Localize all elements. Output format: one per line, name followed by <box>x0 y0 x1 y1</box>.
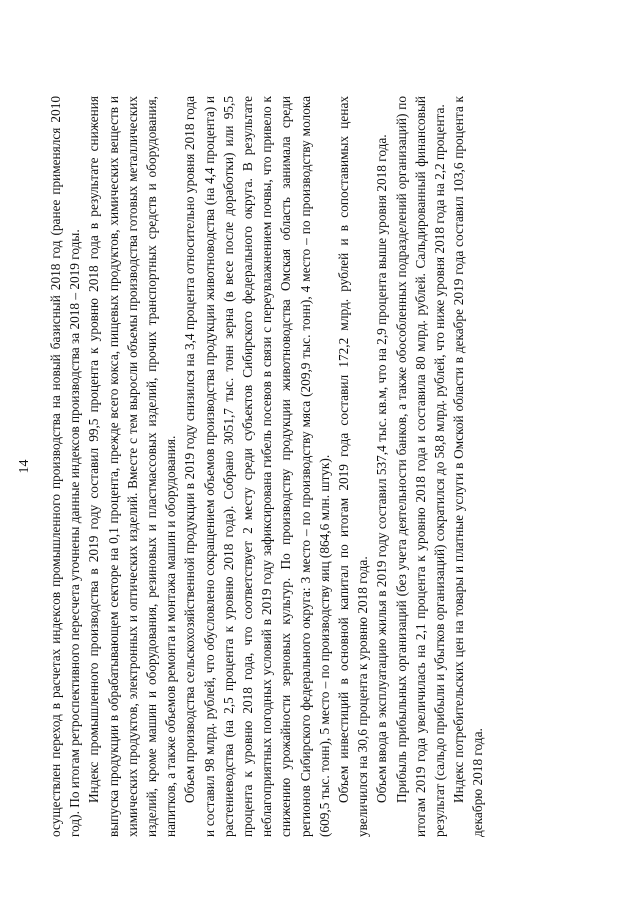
paragraph: Индекс потребительских цен на товары и платные услуги в Омской области в декабре 2019 года составил 103,6 процента к декабрю 2018 года. <box>451 96 486 837</box>
paragraph: Объем инвестиций в основной капитал по итогам 2019 года составил 172,2 млрд. рублей и в сопоставимых ценах увеличился на 30,6 процента к уровню 2018 года. <box>336 96 371 837</box>
paragraph: Прибыль прибыльных организаций (без учета деятельности банков, а также обособленных подразделений организаций) по итогам 2019 года увеличилась на 2,1 процента к уровню 2018 года и составила 80 млрд. рублей. Сальдированный финансовый результат (сальдо прибыли и убытков организаций) сократился до 58,8 млрд. рублей, что ниже уровня 2018 года на 2,2 процента. <box>393 96 448 837</box>
paragraph: Индекс промышленного производства в 2019 году составил 99,5 процента к уровню 2018 года в результате снижения выпуска продукции в обрабатывающем секторе на 0,1 процента, прежде всего кокса, пищевых продуктов, химических веществ и химических продуктов, электронных и оптических изделий. Вместе с тем выросли объемы производства готовых металлических изделий, кроме машин и оборудования, резиновых и пластмассовых изделий, прочих транспортных средств и оборудования, напитков, а также объемов ремонта и монтажа машин и оборудования. <box>86 96 179 837</box>
page-number: 14 <box>17 459 32 474</box>
paragraph: осуществлен переход в расчетах индексов промышленного производства на новый базисный 2018 год (ранее применялся 2010 год). По итогам ретроспективного пересчета уточнены данные индексов производства за 2018 – 2019 годы. <box>48 96 83 837</box>
document-body <box>46 96 488 837</box>
paragraph: Объем производства сельскохозяйственной продукции в 2019 году снизился на 3,4 процента относительно уровня 2018 года и составил 98 млрд. рублей, что обусловлено сокращением объемов производства продукции животноводства (на 4,4 процента) и растениеводства (на 2,5 процента к уровню 2018 года). Собрано 3051,7 тыс. тонн зерна (в весе после доработки) или 95,5 процента к уровню 2018 года, что соответствует 2 месту среди субъектов Сибирского федерального округа. В результате неблагоприятных погодных условий в 2019 году зафиксирована гибель посевов в связи с переувлажнением почвы, что привело к снижению урожайности зерновых культур. По производству продукции животноводства Омская область занимала среди регионов Сибирского федерального округа: 3 место – по производству мяса (209,9 тыс. тонн), 4 место – по производству молока (609,5 тыс. тонн), 5 место – по производству яиц (864,6 млн. штук). <box>182 96 332 837</box>
paragraph: Объем ввода в эксплуатацию жилья в 2019 году составил 537,4 тыс. кв.м, что на 2,9 процента выше уровня 2018 года. <box>374 134 390 803</box>
